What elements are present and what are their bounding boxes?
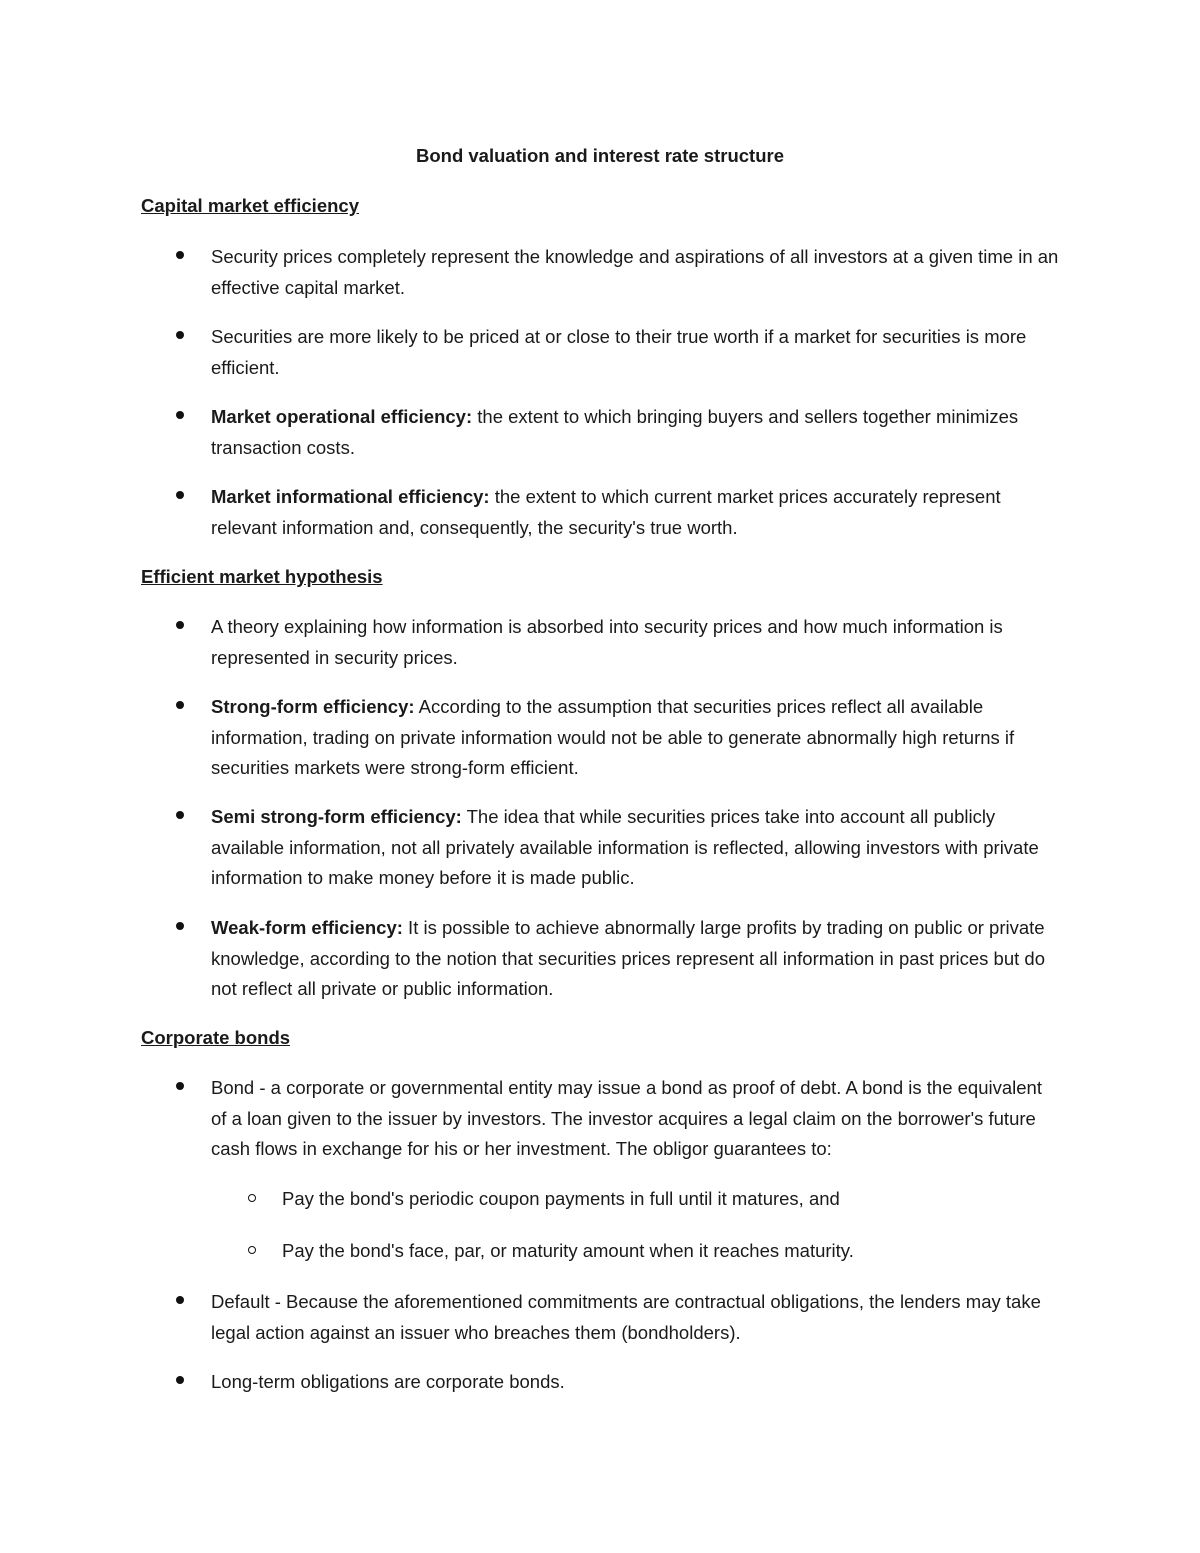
section-heading-efficient-market-hypothesis: Efficient market hypothesis xyxy=(141,566,383,587)
list-item-text: Long-term obligations are corporate bonds. xyxy=(211,1371,565,1392)
sub-list-item-text: Pay the bond's face, par, or maturity amount when it reaches maturity. xyxy=(282,1240,854,1261)
bullet-icon xyxy=(176,922,184,930)
circle-bullet-icon xyxy=(248,1246,256,1254)
list-item-text: Security prices completely represent the knowledge and aspirations of all investors at a given time in an effective capital market. xyxy=(211,246,1059,298)
list-item xyxy=(141,242,1061,303)
bullet-icon xyxy=(176,1376,184,1384)
bullet-icon xyxy=(176,411,184,419)
bullet-icon xyxy=(176,251,184,259)
list-item xyxy=(141,322,1061,383)
list-item-text: Securities are more likely to be priced at or close to their true worth if a market for securities is more efficient. xyxy=(211,326,1027,378)
bullet-icon xyxy=(176,1082,184,1090)
sub-list-item-text: Pay the bond's periodic coupon payments in full until it matures, and xyxy=(282,1188,840,1209)
list-item-text: Weak-form efficiency: It is possible to achieve abnormally large profits by trading on public or private knowledge, according to the notion that securities prices represent all information in past prices but do not reflect all private or public information. xyxy=(211,917,1045,999)
sub-list-item xyxy=(141,1184,1061,1215)
list-item-text: Strong-form efficiency: According to the assumption that securities prices reflect all available information, trading on private information would not be able to generate abnormally high returns if securities markets were strong-form efficient. xyxy=(211,696,1015,778)
bullet-icon xyxy=(176,331,184,339)
list-item xyxy=(141,402,1061,463)
list-item xyxy=(141,802,1061,894)
list-item-text: Market operational efficiency: the extent to which bringing buyers and sellers together minimizes transaction costs. xyxy=(211,406,1019,458)
sub-list-item xyxy=(141,1236,1061,1267)
list-item xyxy=(141,1287,1061,1348)
bullet-icon xyxy=(176,1296,184,1304)
circle-bullet-icon xyxy=(248,1194,256,1202)
list-item-text: Default - Because the aforementioned commitments are contractual obligations, the lenders may take legal action against an issuer who breaches them (bondholders). xyxy=(211,1291,1041,1343)
section-heading-capital-market-efficiency: Capital market efficiency xyxy=(141,195,359,216)
list-item-text: Market informational efficiency: the extent to which current market prices accurately represent relevant information and, consequently, the security's true worth. xyxy=(211,486,1001,538)
list-item xyxy=(141,913,1061,1005)
bullet-icon xyxy=(176,621,184,629)
list-item-text: Bond - a corporate or governmental entity may issue a bond as proof of debt. A bond is the equivalent of a loan given to the issuer by investors. The investor acquires a legal claim on the borrower's future cash flows in exchange for his or her investment. The obligor guarantees to: xyxy=(211,1077,1042,1159)
list-item-text: Semi strong-form efficiency: The idea that while securities prices take into account all publicly available information, not all privately available information is reflected, allowing investors with private information to make money before it is made public. xyxy=(211,806,1039,888)
list-item xyxy=(141,1073,1061,1165)
bullet-icon xyxy=(176,811,184,819)
list-item-text: A theory explaining how information is absorbed into security prices and how much information is represented in security prices. xyxy=(211,616,1003,668)
bullet-icon xyxy=(176,491,184,499)
list-item xyxy=(141,1367,1061,1398)
list-item xyxy=(141,612,1061,673)
list-item xyxy=(141,482,1061,543)
list-item xyxy=(141,692,1061,784)
section-heading-corporate-bonds: Corporate bonds xyxy=(141,1027,291,1048)
document-title: Bond valuation and interest rate structure xyxy=(415,145,784,166)
bullet-icon xyxy=(176,701,184,709)
